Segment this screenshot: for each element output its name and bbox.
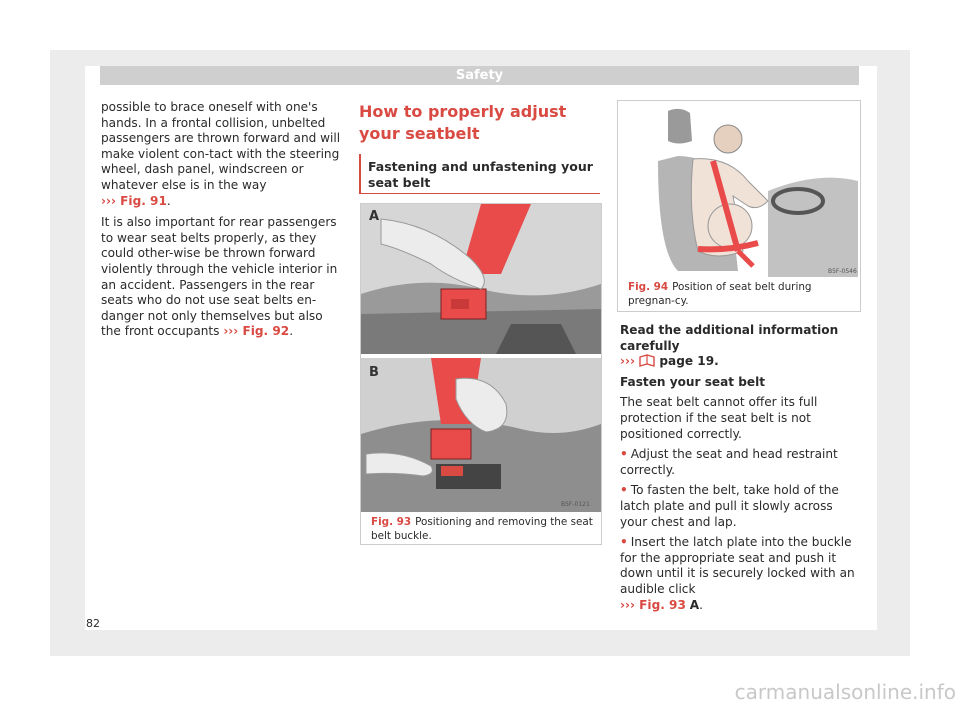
figure-caption: Fig. 94 Position of seat belt during pregnan-cy. (628, 281, 812, 307)
bullet-icon: • (620, 447, 628, 462)
intro-paragraph: The seat belt cannot offer its full protection if the seat belt is not positioned correctly. (620, 395, 818, 441)
section-title: Safety (455, 68, 504, 83)
page-number: 82 (86, 617, 100, 630)
watermark: carmanualsonline.info (734, 680, 956, 704)
pregnant-seatbelt-illustration (618, 101, 860, 277)
paragraph: possible to brace oneself with one's hands. In a frontal collision, unbelted passengers are thrown forward and will make violent con-tact with the steering wheel, dash panel, windscreen or whatever else is in the way ››› Fig. 91. (101, 100, 341, 208)
figure-link[interactable]: ››› Fig. 91 (101, 193, 167, 208)
panel-label-b: B (369, 365, 379, 380)
seatbelt-buckle-illustration (361, 204, 601, 512)
heading-divider (359, 193, 600, 194)
section-header (100, 66, 859, 85)
section-title: Fasten your seat belt (620, 374, 766, 389)
list-item: • Adjust the seat and head restraint correctly. (620, 447, 838, 477)
bullet-icon: • (620, 535, 628, 550)
figure-link[interactable]: ››› Fig. 93 (620, 597, 686, 612)
page-link-arrows[interactable]: ››› (620, 354, 635, 369)
panel-label-a: A (369, 209, 380, 224)
figure-93 (360, 203, 602, 545)
figure-label: Fig. 94 (628, 281, 669, 293)
figure-94 (617, 100, 861, 312)
list-item: • To fasten the belt, take hold of the latch plate and pull it slowly across your chest and lap. (620, 483, 839, 529)
info-book-icon[interactable] (639, 354, 655, 368)
page-link[interactable]: page 19 (659, 354, 715, 369)
section-heading: How to properly adjust your seatbelt (359, 102, 567, 143)
list-item: • Insert the latch plate into the buckle for the appropriate seat and push it down until it is securely locked with an audible click ››› Fig. 93 A. (620, 535, 855, 612)
subsection-heading: Fastening and unfastening your seat belt (368, 159, 593, 190)
figure-code: B5F-0121 (561, 501, 590, 508)
figure-code: B5F-0546 (828, 268, 857, 275)
bullet-icon: • (620, 483, 628, 498)
figure-link[interactable]: ››› Fig. 92 (223, 324, 290, 339)
figure-label: Fig. 93 (371, 516, 412, 528)
figure-caption: Fig. 93 Positioning and removing the seat belt buckle. (371, 516, 593, 542)
heading-accent-bar (359, 154, 361, 194)
column-right (620, 323, 860, 618)
column-left (101, 100, 345, 346)
read-info-note: Read the additional information carefully ››› page 19. (620, 323, 839, 369)
paragraph: It is also important for rear passengers to wear seat belts properly, as they could other-wise be thrown forward violently through the vehicle interior in an accident. Passengers in the rear seats who do not use seat belts en-danger not only themselves but also the front occupants ››› Fig. 92. (101, 215, 338, 339)
